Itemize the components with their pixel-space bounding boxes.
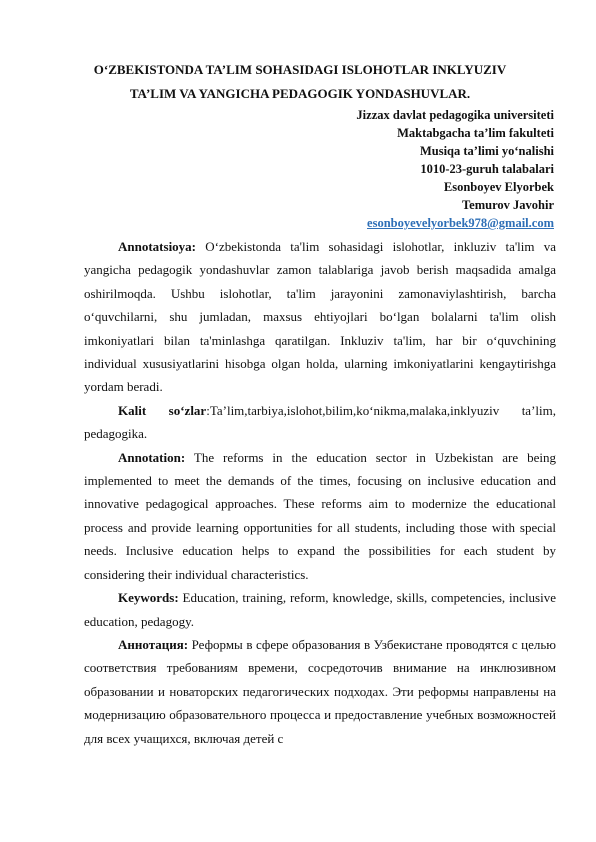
university-name: Jizzax davlat pedagogika universiteti: [356, 108, 554, 122]
keywords-en-label: Keywords:: [118, 590, 179, 606]
abstract-uz-label: Annotatsioya:: [118, 239, 197, 254]
keywords-en-text: Education, training, reform, knowledge, skills, competencies, inclusive education, pedagogy.: [84, 590, 556, 629]
abstract-en: [84, 446, 556, 586]
author-name-2: Temurov Javohir: [461, 198, 554, 212]
abstract-uz: [84, 235, 556, 399]
abstract-uz-text: O‘zbekistonda ta'lim sohasidagi islohotlar, inkluziv ta'lim va yangicha pedagogik yondashuvlar zamon talablariga javob berish maqsadida amalga oshirilmoqda. Ushbu islohotlar, ta'lim jarayonini zamonaviylashtirish, barcha o‘quvchilarni, shu jumladan, maxsus ehtiyojlari bo‘lgan bolalarni ta'lim olish imkoniyatlari bilan ta'minlashga qaratilgan. Inkluziv ta'lim, har bir o‘quvchining individual xususiyatlarini hisobga olgan holda, ularning imkoniyatlarini kengaytirishga yordam beradi.: [84, 239, 556, 395]
author-name-1: Esonboyev Elyorbek: [443, 180, 554, 194]
title-line-2: TA’LIM VA YANGICHA PEDAGOGIK YONDASHUVLAR.: [129, 86, 471, 101]
keywords-en: [84, 586, 556, 633]
abstract-en-label: Annotation:: [118, 449, 186, 465]
abstract-ru-text: Реформы в сфере образования в Узбекистане проводятся с целью соответствия требованиям времени, сосредоточив внимание на инклюзивном образовании и новаторских педагогических подходах. Эти реформы направлены на модернизацию образовательного процесса и предоставление учебных возможностей для всех учащихся, включая детей с: [84, 636, 556, 746]
paper-body: [84, 235, 556, 750]
keywords-uz: [84, 399, 556, 446]
title-line-1: O‘ZBEKISTONDA TA’LIM SOHASIDAGI ISLOHOTLAR INKLYUZIV: [93, 62, 507, 77]
paper-title: [60, 58, 540, 106]
author-email-link[interactable]: esonboyevelyorbek978@gmail.com: [367, 216, 554, 230]
author-affiliation: [356, 106, 554, 232]
keywords-uz-text: :Ta’lim,tarbiya,islohot,bilim,ko‘nikma,malaka,inklyuziv ta’lim, pedagogika.: [84, 402, 556, 442]
faculty-name: Maktabgacha ta’lim fakulteti: [397, 126, 554, 140]
direction-name: Musiqa ta’limi yo‘nalishi: [419, 144, 554, 158]
abstract-ru-label: Аннотация:: [118, 636, 189, 652]
abstract-en-text: The reforms in the education sector in Uzbekistan are being implemented to meet the demands of the times, focusing on inclusive education and innovative pedagogical approaches. These reforms aim to modernize the educational process and provide learning opportunities for all students, including those with special needs. Inclusive education helps to expand the possibilities for each student by considering their individual characteristics.: [84, 449, 556, 582]
abstract-ru: [84, 633, 556, 750]
keywords-uz-label: Kalit so‘zlar: [118, 402, 207, 418]
group-name: 1010-23-guruh talabalari: [420, 162, 554, 176]
